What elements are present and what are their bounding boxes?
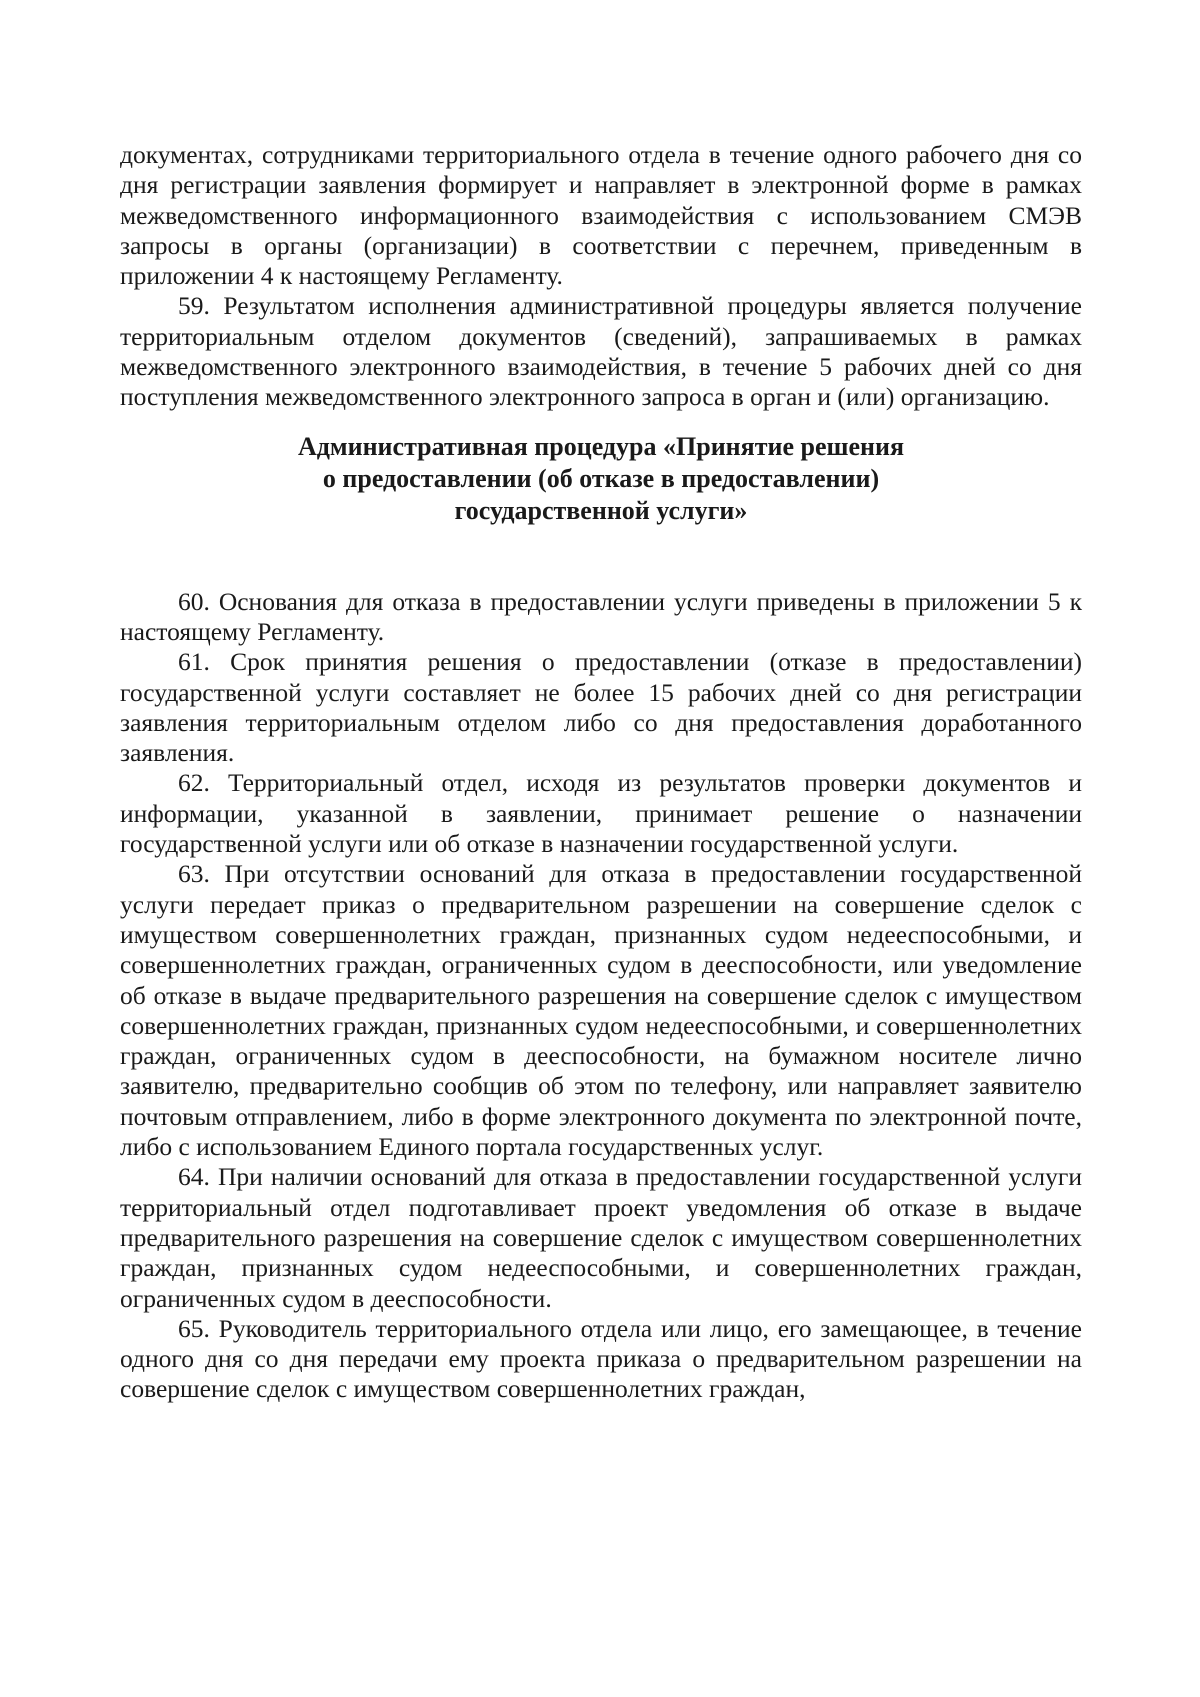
paragraph-61: 61. Срок принятия решения о предоставлении (отказе в предоставлении) государственной услуги составляет не более 15 рабочих дней со дня регистрации заявления территориальным отделом либо со дня предоставления доработанного заявления. bbox=[120, 647, 1082, 768]
heading-line-3: государственной услуги» bbox=[454, 495, 748, 525]
heading-line-1: Административная процедура «Принятие решения bbox=[297, 431, 905, 461]
document-page bbox=[120, 140, 1082, 1405]
paragraph-continuation: документах, сотрудниками территориального отдела в течение одного рабочего дня со дня регистрации заявления формирует и направляет в электронной форме в рамках межведомственного информационного взаимодействия с использованием СМЭВ запросы в органы (организации) в соответствии с перечнем, приведенным в приложении 4 к настоящему Регламенту. bbox=[120, 140, 1082, 291]
paragraph-65: 65. Руководитель территориального отдела или лицо, его замещающее, в течение одного дня со дня передачи ему проекта приказа о предварительном разрешении на совершение сделок с имуществом совершеннолетних граждан, bbox=[120, 1313, 1082, 1404]
section-heading bbox=[120, 431, 1082, 527]
paragraph-64: 64. При наличии оснований для отказа в предоставлении государственной услуги территориальный отдел подготавливает проект уведомления об отказе в выдаче предварительного разрешения на совершение сделок с имуществом совершеннолетних граждан, признанных судом недееспособными, и совершеннолетних граждан, ограниченных судом в дееспособности. bbox=[120, 1162, 1082, 1313]
paragraph-59: 59. Результатом исполнения административной процедуры является получение территориальным отделом документов (сведений), запрашиваемых в рамках межведомственного электронного взаимодействия, в течение 5 рабочих дней со дня поступления межведомственного электронного запроса в орган и (или) организацию. bbox=[120, 291, 1082, 412]
paragraph-62: 62. Территориальный отдел, исходя из результатов проверки документов и информации, указанной в заявлении, принимает решение о назначении государственной услуги или об отказе в назначении государственной услуги. bbox=[120, 768, 1082, 859]
paragraph-60: 60. Основания для отказа в предоставлении услуги приведены в приложении 5 к настоящему Регламенту. bbox=[120, 586, 1082, 646]
paragraph-63: 63. При отсутствии оснований для отказа в предоставлении государственной услуги передает приказ о предварительном разрешении на совершение сделок с имуществом совершеннолетних граждан, признанных судом недееспособными, и совершеннолетних граждан, ограниченных судом в дееспособности, или уведомление об отказе в выдаче предварительного разрешения на совершение сделок с имуществом совершеннолетних граждан, признанных судом недееспособными, и совершеннолетних граждан, ограниченных судом в дееспособности, на бумажном носителе лично заявителю, предварительно сообщив об этом по телефону, или направляет заявителю почтовым отправлением, либо в форме электронного документа по электронной почте, либо с использованием Единого портала государственных услуг. bbox=[120, 859, 1082, 1162]
heading-line-2: о предоставлении (об отказе в предоставлении) bbox=[322, 463, 880, 493]
spacer bbox=[120, 527, 1082, 587]
